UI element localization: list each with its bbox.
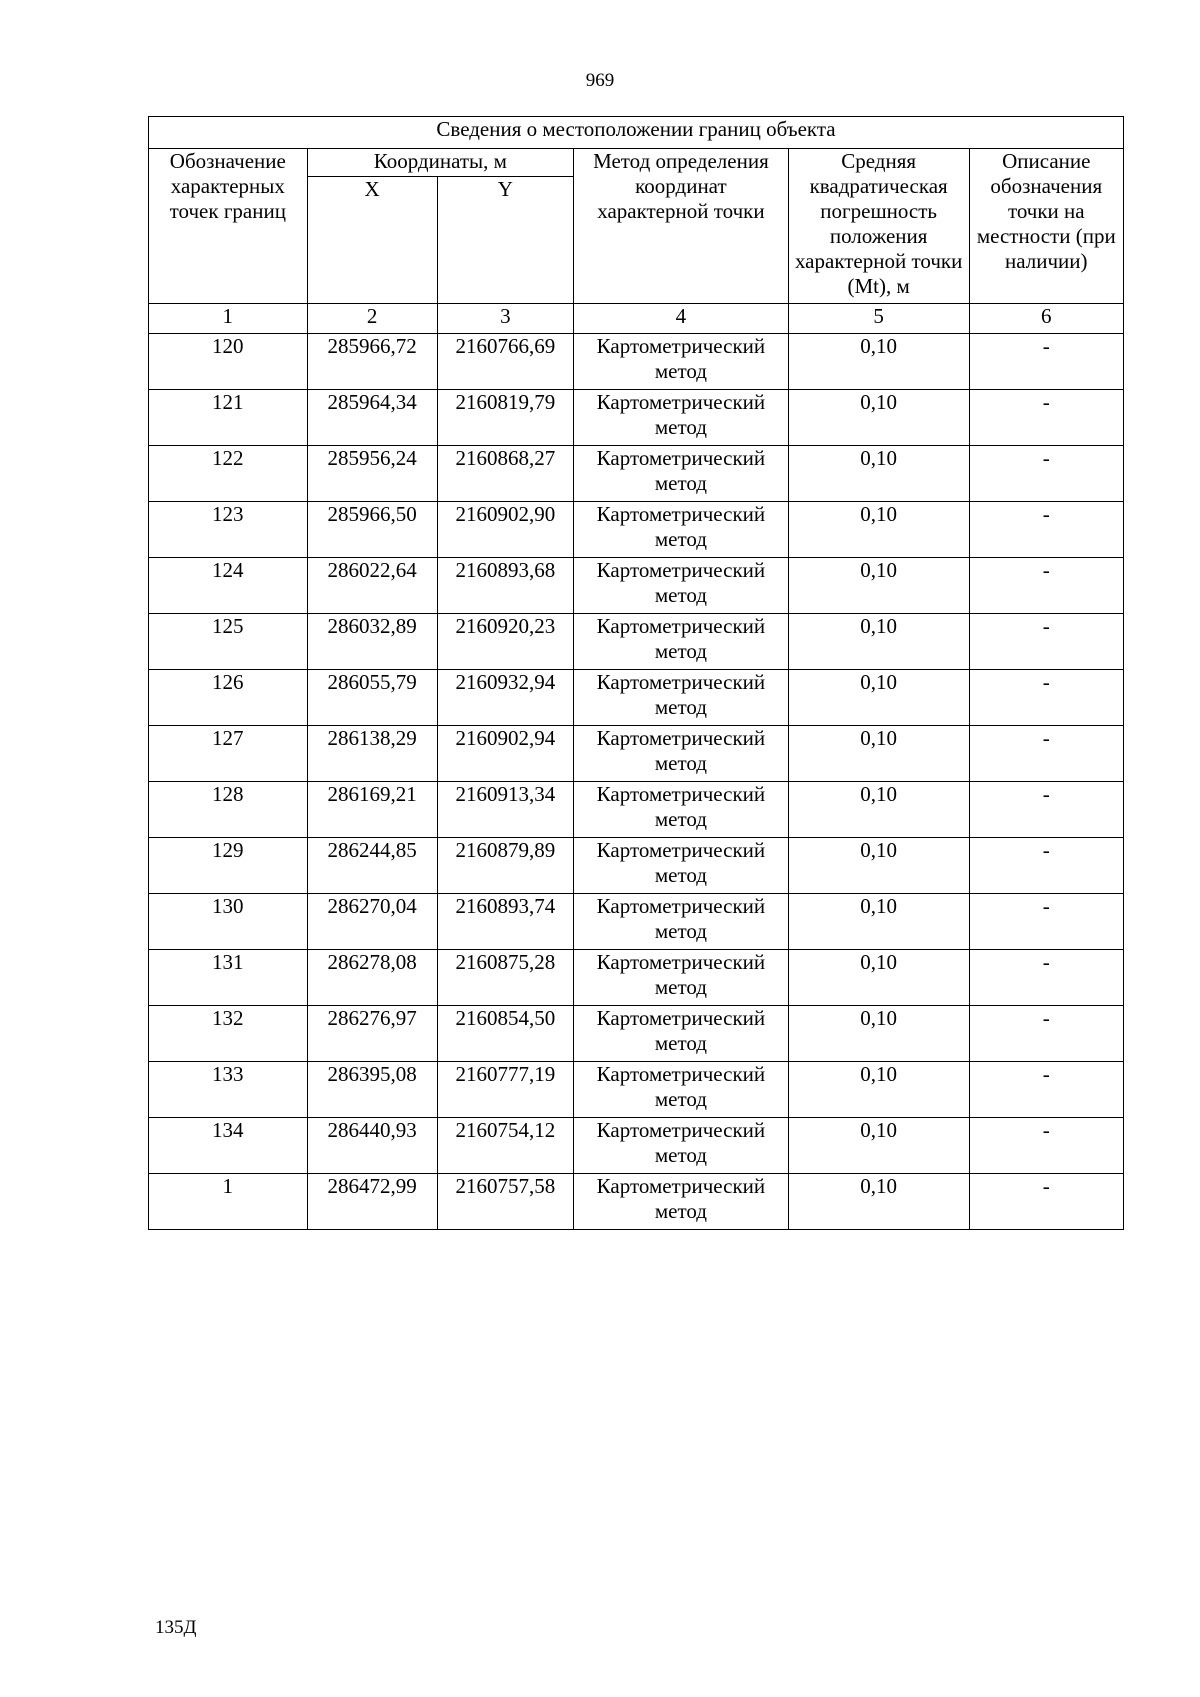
cell-x: 286022,64 xyxy=(307,558,437,614)
cell-description: - xyxy=(969,670,1123,726)
header-x: X xyxy=(307,177,437,304)
cell-description: - xyxy=(969,390,1123,446)
cell-point: 130 xyxy=(149,894,308,950)
cell-description: - xyxy=(969,558,1123,614)
cell-y: 2160893,68 xyxy=(437,558,573,614)
table-row xyxy=(149,614,1124,670)
cell-description: - xyxy=(969,334,1123,390)
cell-x: 286270,04 xyxy=(307,894,437,950)
cell-error: 0,10 xyxy=(788,838,969,894)
cell-x: 286276,97 xyxy=(307,1006,437,1062)
cell-point: 133 xyxy=(149,1062,308,1118)
cell-error: 0,10 xyxy=(788,446,969,502)
cell-error: 0,10 xyxy=(788,1174,969,1230)
column-number: 2 xyxy=(307,304,437,334)
cell-method: Картометрический метод xyxy=(574,1062,789,1118)
cell-y: 2160902,94 xyxy=(437,726,573,782)
cell-point: 122 xyxy=(149,446,308,502)
table-title: Сведения о местоположении границ объекта xyxy=(149,117,1124,149)
table-row xyxy=(149,1118,1124,1174)
cell-description: - xyxy=(969,1118,1123,1174)
cell-method: Картометрический метод xyxy=(574,1174,789,1230)
header-error: Средняя квадратическая погрешность положения характерной точки (Mt), м xyxy=(788,149,969,304)
cell-error: 0,10 xyxy=(788,726,969,782)
table-row xyxy=(149,558,1124,614)
cell-method: Картометрический метод xyxy=(574,670,789,726)
cell-point: 124 xyxy=(149,558,308,614)
cell-x: 285964,34 xyxy=(307,390,437,446)
cell-y: 2160868,27 xyxy=(437,446,573,502)
column-number: 3 xyxy=(437,304,573,334)
cell-description: - xyxy=(969,1174,1123,1230)
cell-x: 285966,50 xyxy=(307,502,437,558)
cell-y: 2160754,12 xyxy=(437,1118,573,1174)
header-coordinates: Координаты, м xyxy=(307,149,573,177)
cell-error: 0,10 xyxy=(788,670,969,726)
table-row xyxy=(149,782,1124,838)
cell-y: 2160893,74 xyxy=(437,894,573,950)
cell-description: - xyxy=(969,838,1123,894)
cell-y: 2160913,34 xyxy=(437,782,573,838)
cell-error: 0,10 xyxy=(788,558,969,614)
cell-method: Картометрический метод xyxy=(574,1006,789,1062)
cell-error: 0,10 xyxy=(788,334,969,390)
cell-error: 0,10 xyxy=(788,1006,969,1062)
cell-y: 2160766,69 xyxy=(437,334,573,390)
table-row xyxy=(149,502,1124,558)
cell-point: 131 xyxy=(149,950,308,1006)
cell-method: Картометрический метод xyxy=(574,726,789,782)
table-row xyxy=(149,1174,1124,1230)
cell-point: 126 xyxy=(149,670,308,726)
column-number: 1 xyxy=(149,304,308,334)
header-method: Метод определения координат характерной точки xyxy=(574,149,789,304)
cell-method: Картометрический метод xyxy=(574,558,789,614)
cell-x: 286032,89 xyxy=(307,614,437,670)
cell-method: Картометрический метод xyxy=(574,1118,789,1174)
cell-point: 127 xyxy=(149,726,308,782)
cell-point: 134 xyxy=(149,1118,308,1174)
cell-point: 121 xyxy=(149,390,308,446)
cell-method: Картометрический метод xyxy=(574,614,789,670)
cell-description: - xyxy=(969,1006,1123,1062)
header-y: Y xyxy=(437,177,573,304)
cell-method: Картометрический метод xyxy=(574,950,789,1006)
cell-x: 286395,08 xyxy=(307,1062,437,1118)
table-row xyxy=(149,670,1124,726)
table-row xyxy=(149,894,1124,950)
table-title-row xyxy=(149,117,1124,149)
cell-point: 132 xyxy=(149,1006,308,1062)
cell-description: - xyxy=(969,950,1123,1006)
boundary-coordinates-table xyxy=(148,116,1124,1230)
table-row xyxy=(149,950,1124,1006)
cell-description: - xyxy=(969,446,1123,502)
cell-point: 120 xyxy=(149,334,308,390)
cell-x: 286138,29 xyxy=(307,726,437,782)
cell-error: 0,10 xyxy=(788,894,969,950)
cell-method: Картометрический метод xyxy=(574,446,789,502)
cell-error: 0,10 xyxy=(788,614,969,670)
table-row xyxy=(149,334,1124,390)
cell-point: 128 xyxy=(149,782,308,838)
header-description: Описание обозначения точки на местности (при наличии) xyxy=(969,149,1123,304)
column-numbers-row xyxy=(149,304,1124,334)
cell-description: - xyxy=(969,502,1123,558)
column-number: 4 xyxy=(574,304,789,334)
table-row xyxy=(149,1006,1124,1062)
cell-description: - xyxy=(969,894,1123,950)
cell-description: - xyxy=(969,726,1123,782)
table-row xyxy=(149,726,1124,782)
table-row xyxy=(149,390,1124,446)
cell-y: 2160757,58 xyxy=(437,1174,573,1230)
cell-method: Картометрический метод xyxy=(574,782,789,838)
cell-description: - xyxy=(969,1062,1123,1118)
cell-x: 286278,08 xyxy=(307,950,437,1006)
cell-y: 2160854,50 xyxy=(437,1006,573,1062)
cell-error: 0,10 xyxy=(788,502,969,558)
cell-point: 123 xyxy=(149,502,308,558)
cell-method: Картометрический метод xyxy=(574,390,789,446)
table-row xyxy=(149,838,1124,894)
cell-y: 2160777,19 xyxy=(437,1062,573,1118)
cell-x: 286055,79 xyxy=(307,670,437,726)
table-row xyxy=(149,1062,1124,1118)
table-row xyxy=(149,446,1124,502)
cell-y: 2160902,90 xyxy=(437,502,573,558)
cell-x: 286472,99 xyxy=(307,1174,437,1230)
cell-y: 2160819,79 xyxy=(437,390,573,446)
cell-method: Картометрический метод xyxy=(574,502,789,558)
cell-y: 2160932,94 xyxy=(437,670,573,726)
cell-x: 285966,72 xyxy=(307,334,437,390)
cell-point: 129 xyxy=(149,838,308,894)
cell-y: 2160879,89 xyxy=(437,838,573,894)
cell-method: Картометрический метод xyxy=(574,334,789,390)
cell-error: 0,10 xyxy=(788,950,969,1006)
header-row xyxy=(149,149,1124,177)
cell-x: 286169,21 xyxy=(307,782,437,838)
cell-description: - xyxy=(969,614,1123,670)
cell-y: 2160920,23 xyxy=(437,614,573,670)
cell-point: 1 xyxy=(149,1174,308,1230)
cell-x: 286440,93 xyxy=(307,1118,437,1174)
header-points: Обозначение характерных точек границ xyxy=(149,149,308,304)
cell-error: 0,10 xyxy=(788,1062,969,1118)
cell-error: 0,10 xyxy=(788,782,969,838)
cell-method: Картометрический метод xyxy=(574,838,789,894)
cell-method: Картометрический метод xyxy=(574,894,789,950)
cell-error: 0,10 xyxy=(788,1118,969,1174)
cell-x: 285956,24 xyxy=(307,446,437,502)
cell-point: 125 xyxy=(149,614,308,670)
column-number: 6 xyxy=(969,304,1123,334)
cell-description: - xyxy=(969,782,1123,838)
cell-error: 0,10 xyxy=(788,390,969,446)
cell-y: 2160875,28 xyxy=(437,950,573,1006)
cell-x: 286244,85 xyxy=(307,838,437,894)
column-number: 5 xyxy=(788,304,969,334)
document-code: 135Д xyxy=(155,1617,197,1638)
page-number: 969 xyxy=(585,70,615,91)
